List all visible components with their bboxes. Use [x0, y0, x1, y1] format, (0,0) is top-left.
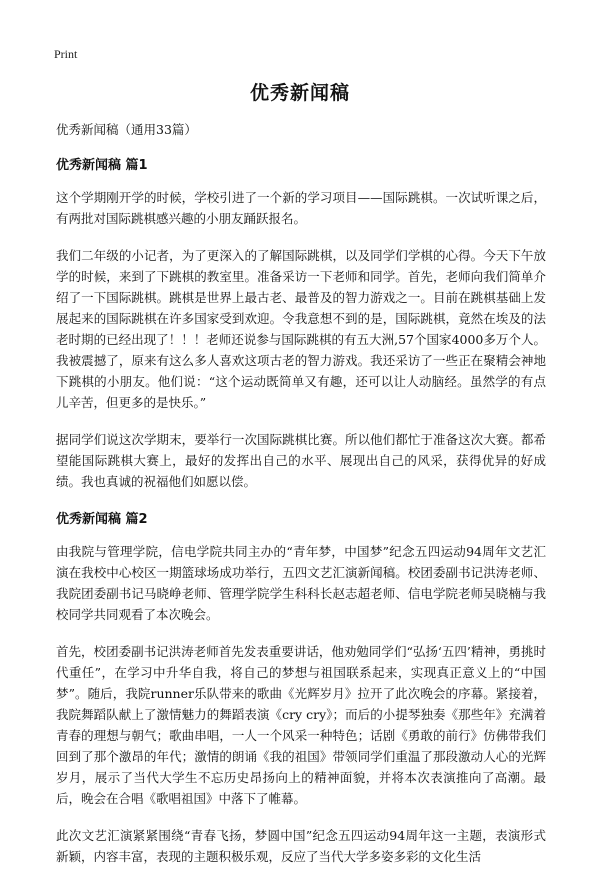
paragraph: 这个学期刚开学的时候，学校引进了一个新的学习项目——国际跳棋。一次试听课之后，有两批对国际跳棋感兴趣的小朋友踊跃报名。 [56, 190, 546, 226]
page-title: 优秀新闻稿 [249, 82, 350, 104]
paragraph: 此次文艺汇演紧紧围绕“青春飞扬，梦圆中国”纪念五四运动94周年这一主题，表演形式新颖，内容丰富，表现的主题积极乐观，反应了当代大学多姿多彩的文化生活 [56, 828, 546, 864]
section-2 [56, 508, 546, 867]
paragraph: 由我院与管理学院，信电学院共同主办的“青年梦，中国梦”纪念五四运动94周年文艺汇演在我校中心校区一期篮球场成功举行，五四文艺汇演新闻稿。校团委副书记洪涛老师、我院团委副书记马晓峥老师、管理学院学生科科长赵志超老师、信电学院老师吴晓楠与我校同学共同观看了本次晚会。 [56, 544, 546, 622]
section-1 [56, 154, 546, 492]
article-body [56, 120, 546, 883]
article-subtitle: 优秀新闻稿（通用33篇） [56, 122, 197, 137]
paragraph: 我们二年级的小记者，为了更深入的了解国际跳棋，以及同学们学棋的心得。今天下午放学的时候，来到了下跳棋的教室里。准备采访一下老师和同学。首先，老师向我们简单介绍了一下国际跳棋。跳棋是世界上最古老、最普及的智力游戏之一。目前在跳棋基础上发展起来的国际跳棋在许多国家受到欢迎。令我意想不到的是，国际跳棋，竟然在埃及的法老时期的已经出现了！！！老师还说参与国际跳棋的有五大洲,57个国家4000多万个人。我被震撼了，原来有这么多人喜欢这项古老的智力游戏。我还采访了一些正在聚精会神地下跳棋的小朋友。他们说：“这个运动既简单又有趣，还可以让人动脑经。虽然学的有点儿辛苦，但更多的是快乐。” [56, 248, 546, 410]
print-link[interactable]: Print [54, 47, 78, 61]
paragraph: 据同学们说这次学期末，要举行一次国际跳棋比赛。所以他们都忙于准备这次大赛。都希望能国际跳棋大赛上，最好的发挥出自己的水平、展现出自己的风采，获得优异的好成绩。我也真诚的祝福他们如愿以偿。 [56, 432, 546, 489]
section-heading: 优秀新闻稿 篇2 [56, 512, 148, 527]
paragraph: 首先，校团委副书记洪涛老师首先发表重要讲话，他劝勉同学们“弘扬‘五四’精神，勇挑时代重任”，在学习中升华自我，将自己的梦想与祖国联系起来，实现真正意义上的“中国梦”。随后，我院runner乐队带来的歌曲《光辉岁月》拉开了此次晚会的序幕。紧接着，我院舞蹈队献上了激情魅力的舞蹈表演《cry cry》；而后的小提琴独奏《那些年》充满着青春的理想与朝气；歌曲串唱，一人一个风采一种特色；话剧《勇敢的前行》仿佛带我们回到了那个激昂的年代；激情的朗诵《我的祖国》带领同学们重温了那段激动人心的光辉岁月，展示了当代大学生不忘历史昂扬向上的精神面貌，并将本次表演推向了高潮。最后，晚会在合唱《歌唱祖国》中落下了帷幕。 [56, 644, 546, 806]
section-heading: 优秀新闻稿 篇1 [56, 158, 148, 173]
